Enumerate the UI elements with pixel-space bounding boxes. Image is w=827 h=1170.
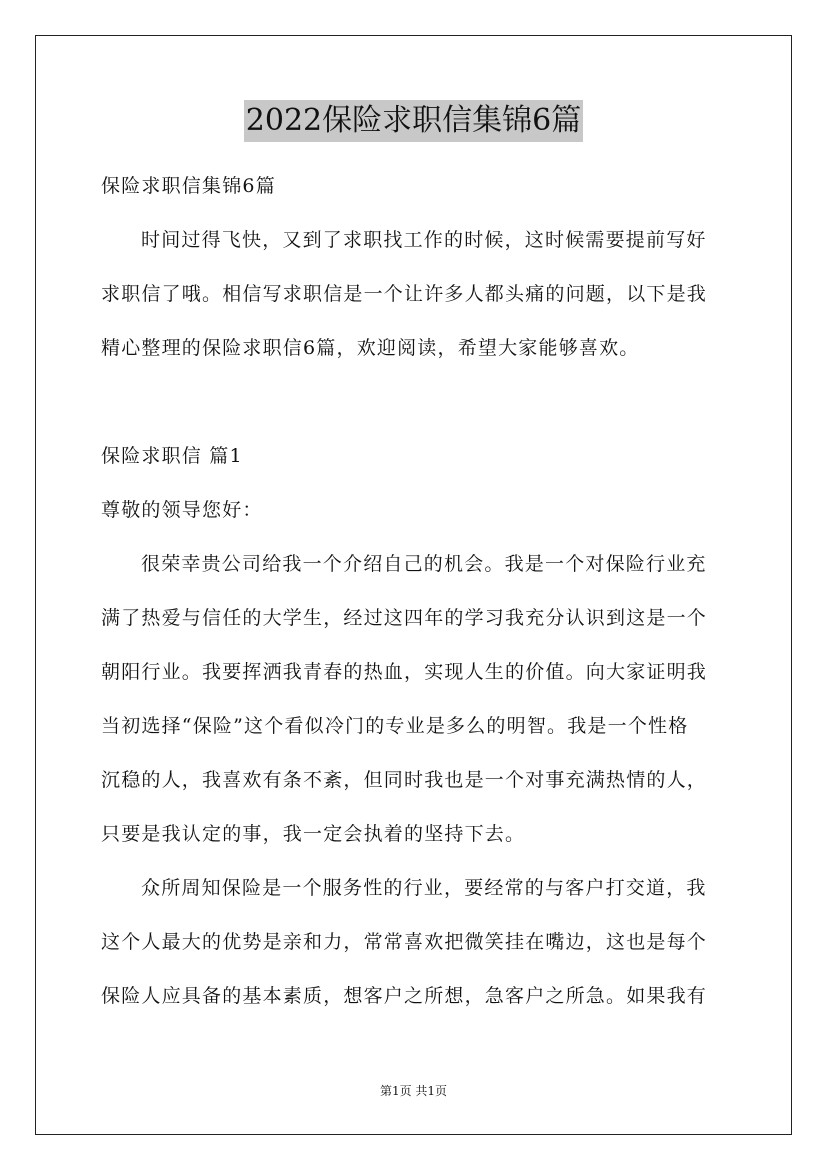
paragraph-line: 保险人应具备的基本素质，想客户之所想，急客户之所急。如果我有 bbox=[101, 985, 708, 1007]
intro-line: 精心整理的保险求职信6篇，欢迎阅读，希望大家能够喜欢。 bbox=[101, 337, 640, 359]
paragraph-line: 很荣幸贵公司给我一个介绍自己的机会。我是一个对保险行业充 bbox=[141, 553, 707, 575]
intro-paragraph bbox=[101, 226, 729, 362]
title-container bbox=[0, 100, 827, 142]
body-paragraph-1 bbox=[101, 550, 729, 848]
greeting: 尊敬的领导您好： bbox=[101, 499, 263, 521]
paragraph-line: 沉稳的人，我喜欢有条不紊，但同时我也是一个对事充满热情的人， bbox=[101, 769, 708, 791]
paragraph-line: 只要是我认定的事，我一定会执着的坚持下去。 bbox=[101, 823, 526, 845]
intro-line: 求职信了哦。相信写求职信是一个让许多人都头痛的问题，以下是我 bbox=[101, 283, 708, 305]
paragraph-line: 众所周知保险是一个服务性的行业，要经常的与客户打交道，我 bbox=[141, 877, 707, 899]
paragraph-line: 朝阳行业。我要挥洒我青春的热血，实现人生的价值。向大家证明我 bbox=[101, 661, 708, 683]
spacer bbox=[101, 388, 729, 442]
document-title: 2022保险求职信集锦6篇 bbox=[244, 100, 583, 142]
paragraph-line: 满了热爱与信任的大学生，经过这四年的学习我充分认识到这是一个 bbox=[101, 607, 708, 629]
section-heading: 保险求职信 篇1 bbox=[101, 445, 243, 467]
document-subtitle: 保险求职信集锦6篇 bbox=[101, 175, 276, 197]
document-body bbox=[101, 172, 729, 1036]
page-footer bbox=[0, 1083, 827, 1099]
intro-line: 时间过得飞快，又到了求职找工作的时候，这时候需要提前写好 bbox=[141, 229, 707, 251]
body-paragraph-2 bbox=[101, 874, 729, 1010]
page-number: 第1页 共1页 bbox=[379, 1084, 448, 1098]
paragraph-line: 这个人最大的优势是亲和力，常常喜欢把微笑挂在嘴边，这也是每个 bbox=[101, 931, 708, 953]
paragraph-line: 当初选择“保险”这个看似冷门的专业是多么的明智。我是一个性格 bbox=[101, 715, 689, 737]
